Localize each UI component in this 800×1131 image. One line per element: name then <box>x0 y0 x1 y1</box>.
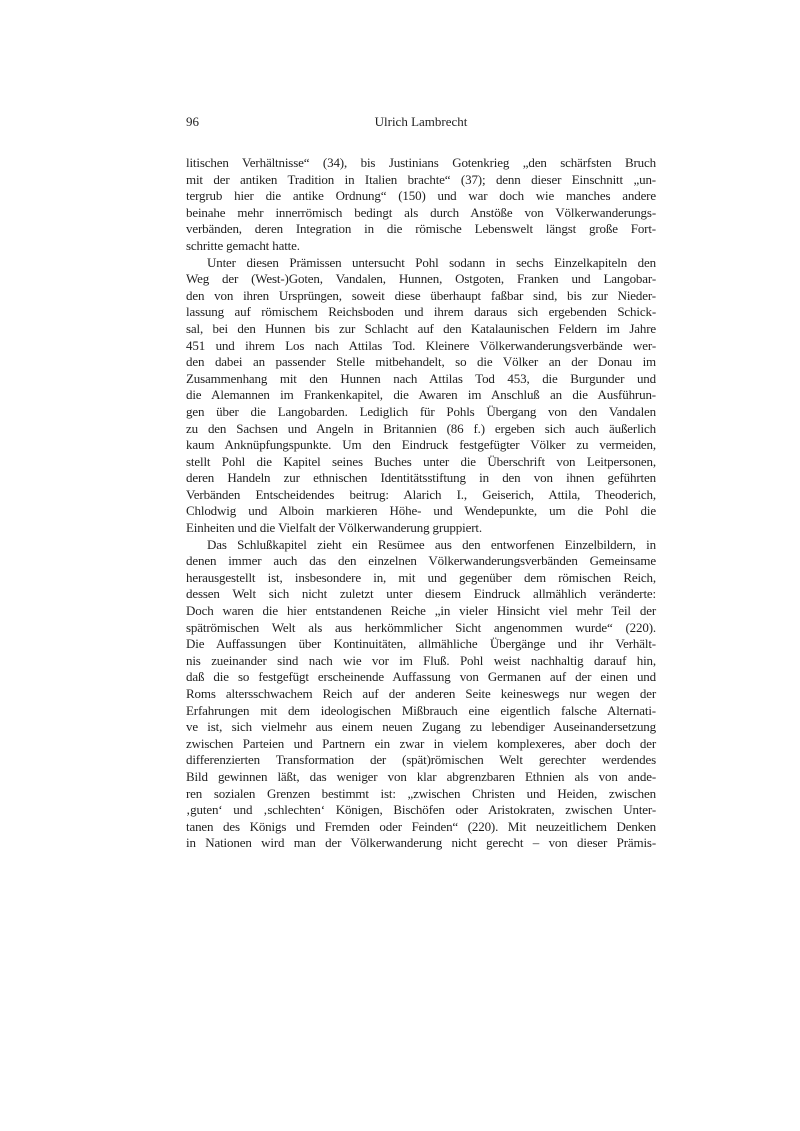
text-line: Erfahrungen mit dem ideologischen Mißbrauch eine eigentlich falsche Alternati- <box>186 702 656 718</box>
text-line: in Nationen wird man der Völkerwanderung nicht gerecht – von dieser Prämis- <box>186 835 656 851</box>
text-line: litischen Verhältnisse“ (34), bis Justinians Gotenkrieg „den schärfsten Bruch <box>186 155 656 170</box>
text-line: denen immer auch das den einzelnen Völkerwanderungsverbänden Gemeinsame <box>186 553 656 569</box>
paragraph <box>186 537 656 852</box>
text-line: ve ist, sich vielmehr aus einem neuen Zugang zu lebendiger Auseinandersetzung <box>186 719 656 735</box>
text-line: Verbänden Entscheidendes beitrug: Alarich I., Geiserich, Attila, Theoderich, <box>186 486 656 502</box>
text-line: lassung auf römischem Reichsboden und ihrem daraus sich ergebenden Schick- <box>186 304 656 320</box>
page-number: 96 <box>186 114 199 129</box>
text-line: herausgestellt ist, insbesondere in, mit und gegenüber dem römischen Reich, <box>186 569 656 585</box>
text-line: ‚guten‘ und ‚schlechten‘ Königen, Bischöfen oder Aristokraten, zwischen Unter- <box>186 802 656 818</box>
body-text <box>186 155 656 852</box>
page-header <box>186 114 656 130</box>
text-line: mit der antiken Tradition in Italien brachte“ (37); denn dieser Einschnitt „un- <box>186 171 656 187</box>
text-line: Die Auffassungen über Kontinuitäten, allmähliche Übergänge und ihr Verhält- <box>186 636 656 652</box>
text-line: deren Handeln zur ethnischen Identitätsstiftung in den von ihnen geführten <box>186 470 656 486</box>
text-line: daß die so festgefügt erscheinende Auffassung von Germanen auf der einen und <box>186 669 656 685</box>
text-line: kaum Anknüpfungspunkte. Um den Eindruck festgefügter Völker zu vermeiden, <box>186 437 656 453</box>
text-line: 451 und ihrem Los nach Attilas Tod. Kleinere Völkerwanderungsverbände wer- <box>186 337 656 353</box>
text-line: sal, bei den Hunnen bis zur Schlacht auf den Katalaunischen Feldern im Jahre <box>186 320 656 336</box>
text-line: die Alemannen im Frankenkapitel, die Awaren im Anschluß an die Ausführun- <box>186 387 656 403</box>
text-line: Bild gewinnen läßt, das weniger von klar abgrenzbaren Ethnien als von ande- <box>186 768 656 784</box>
text-line: Roms altersschwachem Reich auf der anderen Seite keineswegs nur wegen der <box>186 686 656 701</box>
text-line: gen über die Langobarden. Lediglich für Pohls Übergang von den Vandalen <box>186 403 656 419</box>
text-line: dessen Welt sich nicht zuletzt unter diesem Eindruck allmählich veränderte: <box>186 586 656 602</box>
running-head: Ulrich Lambrecht <box>374 114 468 129</box>
text-line: Unter diesen Prämissen untersucht Pohl sodann in sechs Einzelkapiteln den <box>207 254 656 270</box>
text-line: den von ihren Ursprüngen, soweit diese überhaupt faßbar sind, bis zur Nieder- <box>186 287 656 303</box>
text-line: den dabei an passender Stelle mitbehandelt, so die Völker an der Donau im <box>186 354 656 370</box>
text-line: Das Schlußkapitel zieht ein Resümee aus den entworfenen Einzelbildern, in <box>207 536 656 552</box>
text-line: Chlodwig und Alboin markieren Höhe- und Wendepunkte, um die Pohl die <box>186 503 656 519</box>
text-line: Zusammenhang mit den Hunnen nach Attilas Tod 453, die Burgunder und <box>186 370 656 386</box>
paragraph <box>186 255 656 537</box>
text-line: nis zueinander sind nach wie vor im Fluß. Pohl weist nachhaltig darauf hin, <box>186 652 656 668</box>
text-line: beinahe mehr innerrömisch bedingt als durch Anstöße von Völkerwanderungs- <box>186 204 656 220</box>
text-line: Weg der (West-)Goten, Vandalen, Hunnen, Ostgoten, Franken und Langobar- <box>186 271 656 287</box>
text-line: differenzierten Transformation der (spät)römischen Welt gerechter werdendes <box>186 752 656 768</box>
text-line: zu den Sachsen und Angeln in Britannien (86 f.) ergeben sich auch äußerlich <box>186 420 656 436</box>
text-line: tergrub hier die antike Ordnung“ (150) und war doch wie manches andere <box>186 188 656 204</box>
text-line: zwischen Parteien und Partnern ein zwar in vielem komplexeres, aber doch der <box>186 735 656 751</box>
text-line: Einheiten und die Vielfalt der Völkerwanderung gruppiert. <box>186 520 482 536</box>
text-line: Doch waren die hier entstandenen Reiche „in vieler Hinsicht viel mehr Teil der <box>186 603 656 619</box>
text-line: verbänden, deren Integration in die römische Lebenswelt längst große Fort- <box>186 221 656 237</box>
text-line: stellt Pohl die Kapitel seines Buches unter die Überschrift von Leitpersonen, <box>186 453 656 469</box>
text-line: schritte gemacht hatte. <box>186 237 300 253</box>
paragraph <box>186 155 656 255</box>
text-line: ren sozialen Grenzen bestimmt ist: „zwischen Christen und Heiden, zwischen <box>186 785 656 801</box>
text-line: tanen des Königs und Fremden oder Feinden“ (220). Mit neuzeitlichem Denken <box>186 818 656 834</box>
text-line: spätrömischen Welt als aus herkömmlicher Sicht angenommen wurde“ (220). <box>186 619 656 635</box>
